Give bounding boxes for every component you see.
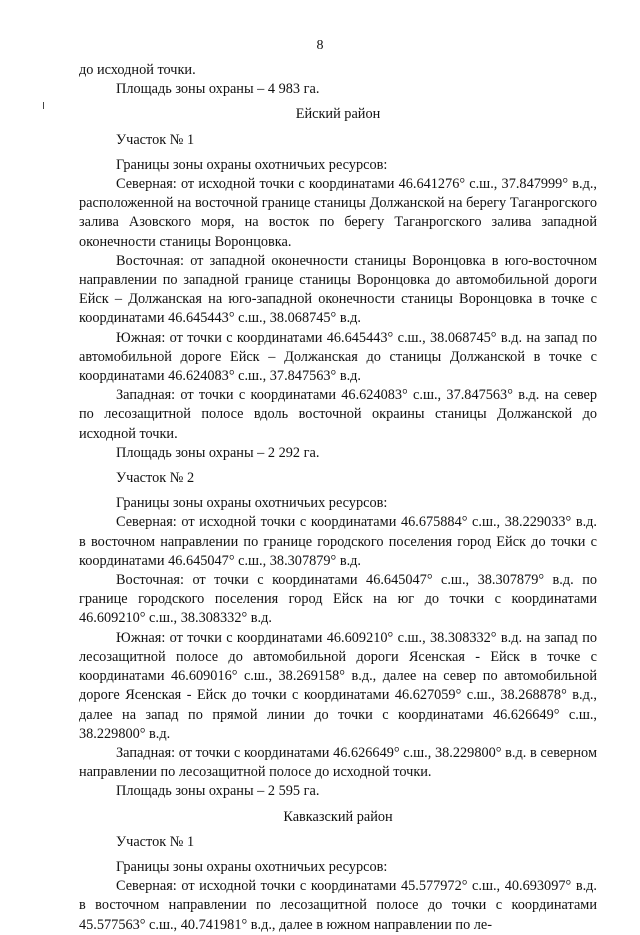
district-title: Кавказский район — [283, 808, 393, 825]
continuation-line: до исходной точки. — [79, 62, 196, 78]
area-line: Площадь зоны охраны – 2 292 га. — [116, 444, 320, 461]
boundary-west: Западная: от точки с координатами 46.626649° с.ш., 38.229800° в.д. в северном направлении по лесозащитной полосе до исходной точки. — [79, 744, 597, 781]
boundary-east: Восточная: от западной оконечности станицы Воронцовка в юго-восточном направлении по западной границе станицы Воронцовка до автомобильной дороги Ейск – Должанская на юго-западной оконечности станицы Воронцовка в точке с координатами 46.645443° с.ш., 38.068745° в.д. — [79, 252, 597, 327]
boundary-south: Южная: от точки с координатами 46.609210° с.ш., 38.308332° в.д. на запад по лесозащитной полосе до автомобильной дороги Ясенская - Ейск в точке с координатами 46.609016° с.ш., 38.269158° в.д., далее на север по автомобильной дороге Ясенская - Ейск до точки с координатами 46.627059° с.ш., 38.268878° в.д., далее на запад по прямой линии до точки с координатами 46.626649° с.ш., 38.229800° в.д. — [79, 629, 597, 742]
area-line: Площадь зоны охраны – 4 983 га. — [116, 81, 320, 98]
boundary-north: Северная: от исходной точки с координатами 46.675884° с.ш., 38.229033° в.д. в восточном направлении по границе городского поселения город Ейск до точки с координатами 46.645047° с.ш., 38.307879° в.д. — [79, 514, 597, 569]
area-line: Площадь зоны охраны – 2 595 га. — [116, 783, 320, 800]
page-number: 8 — [316, 38, 324, 53]
boundary-north: Северная: от исходной точки с координатами 45.577972° с.ш., 40.693097° в.д. в восточном направлении по лесозащитной полосе до точки с координатами 45.577563° с.ш., 40.741981° в.д., далее в южном направлении по ле- — [79, 878, 597, 933]
plot-label: Участок № 1 — [116, 131, 195, 148]
plot-label: Участок № 1 — [116, 833, 195, 850]
plot-label: Участок № 2 — [116, 470, 195, 487]
district-title: Ейский район — [295, 106, 381, 123]
boundary-south: Южная: от точки с координатами 46.645443° с.ш., 38.068745° в.д. на запад по автомобильной дороге Ейск – Должанская до станицы Должанской в точке с координатами 46.624083° с.ш., 37.847563° в.д. — [79, 329, 597, 385]
margin-mark — [43, 102, 44, 109]
boundary-north: Северная: от исходной точки с координатами 46.641276° с.ш., 37.847999° в.д., расположенной на восточной границе станицы Должанской на берегу Таганрогского залива Азовского моря, на восток по берегу Таганрогского залива западной оконечности станицы Воронцовка. — [79, 176, 597, 250]
boundary-east: Восточная: от точки с координатами 46.645047° с.ш., 38.307879° в.д. по границе городского поселения город Ейск на юг до точки с координатами 46.609210° с.ш., 38.308332° в.д. — [79, 572, 597, 627]
boundaries-heading: Границы зоны охраны охотничьих ресурсов: — [116, 858, 388, 875]
boundary-west: Западная: от точки с координатами 46.624083° с.ш., 37.847563° в.д. на север по лесозащитной полосе вдоль восточной окраины станицы Должанской до исходной точки. — [79, 387, 597, 442]
boundaries-heading: Границы зоны охраны охотничьих ресурсов: — [116, 156, 388, 173]
document-body — [79, 61, 597, 935]
boundaries-heading: Границы зоны охраны охотничьих ресурсов: — [116, 495, 388, 512]
